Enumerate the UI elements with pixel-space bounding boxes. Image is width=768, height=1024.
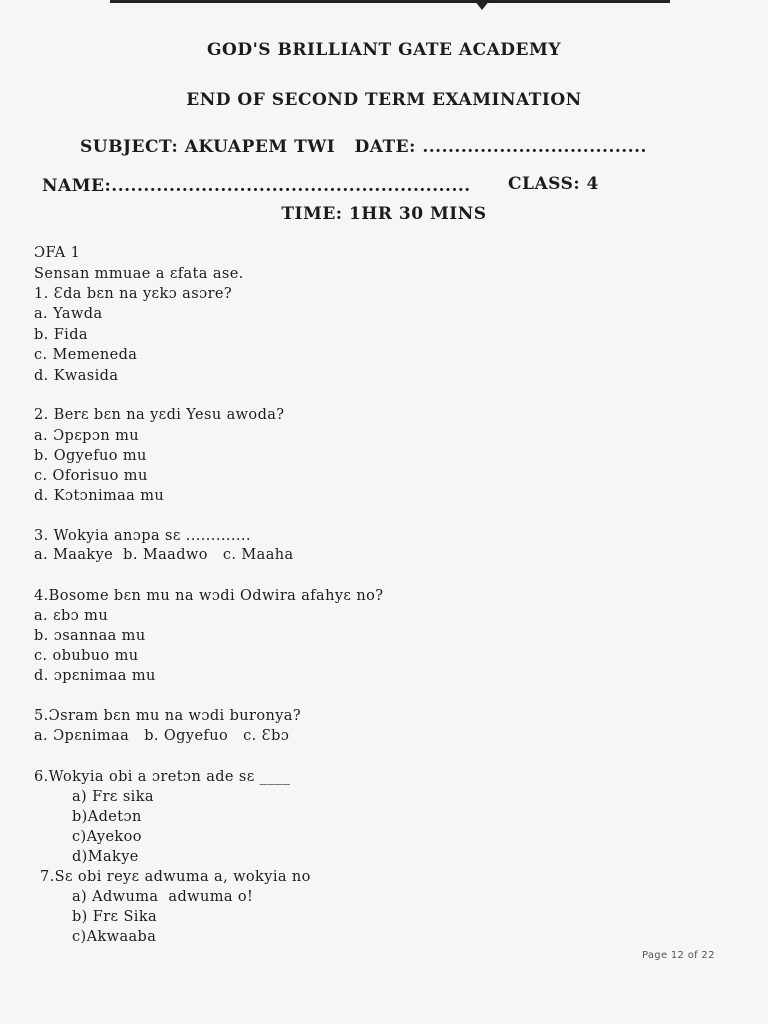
option-4d: d. ɔpɛnimaa mu bbox=[34, 668, 156, 684]
option-4b: b. ɔsannaa mu bbox=[34, 628, 146, 644]
question-5: 5.Ɔsram bɛn mu na wɔdi buronya? bbox=[34, 708, 302, 724]
option-1d: d. Kwasida bbox=[34, 368, 119, 384]
option-4c: c. obubuo mu bbox=[34, 648, 139, 664]
name-line: NAME:........................................................ bbox=[42, 176, 471, 196]
subject-date-line: SUBJECT: AKUAPEM TWI DATE: ................................... bbox=[80, 137, 647, 157]
option-1c: c. Memeneda bbox=[34, 347, 138, 363]
options-3: a. Maakye b. Maadwo c. Maaha bbox=[34, 547, 294, 563]
section-title: ƆFA 1 bbox=[34, 245, 81, 261]
option-1b: b. Fida bbox=[34, 327, 88, 343]
option-2c: c. Oforisuo mu bbox=[34, 468, 148, 484]
options-5: a. Ɔpɛnimaa b. Ogyefuo c. Ɛbɔ bbox=[34, 728, 290, 744]
option-2a: a. Ɔpɛpɔn mu bbox=[34, 428, 139, 444]
page-number: Page 12 of 22 bbox=[642, 950, 715, 961]
question-6: 6.Wokyia obi a ɔretɔn ade sɛ ____ bbox=[34, 769, 291, 785]
option-4a: a. ɛbɔ mu bbox=[34, 608, 109, 624]
question-2: 2. Berɛ bɛn na yɛdi Yesu awoda? bbox=[34, 407, 285, 423]
section-instruction: Sensan mmuae a ɛfata ase. bbox=[34, 266, 244, 282]
option-6a: a) Frɛ sika bbox=[72, 789, 154, 805]
option-2d: d. Kɔtɔnimaa mu bbox=[34, 488, 165, 504]
top-border-mark bbox=[474, 0, 490, 10]
option-7c: c)Akwaaba bbox=[72, 929, 157, 945]
exam-title: END OF SECOND TERM EXAMINATION bbox=[186, 90, 582, 110]
option-7b: b) Frɛ Sika bbox=[72, 909, 158, 925]
option-7a: a) Adwuma adwuma o! bbox=[72, 889, 254, 905]
question-4: 4.Bosome bɛn mu na wɔdi Odwira afahyɛ no? bbox=[34, 588, 384, 604]
option-2b: b. Ogyefuo mu bbox=[34, 448, 147, 464]
time-line: TIME: 1HR 30 MINS bbox=[281, 204, 487, 224]
option-6b: b)Adetɔn bbox=[72, 809, 142, 825]
class-line: CLASS: 4 bbox=[508, 174, 599, 194]
top-border-line bbox=[110, 0, 670, 3]
option-6c: c)Ayekoo bbox=[72, 829, 142, 845]
question-3: 3. Wokyia anɔpa sɛ ............. bbox=[34, 528, 251, 544]
question-1: 1. Ɛda bɛn na yɛkɔ asɔre? bbox=[34, 286, 233, 302]
option-6d: d)Makye bbox=[72, 849, 139, 865]
option-1a: a. Yawda bbox=[34, 306, 103, 322]
question-7: 7.Sɛ obi reyɛ adwuma a, wokyia no bbox=[40, 869, 311, 885]
school-name: GOD'S BRILLIANT GATE ACADEMY bbox=[207, 40, 561, 60]
